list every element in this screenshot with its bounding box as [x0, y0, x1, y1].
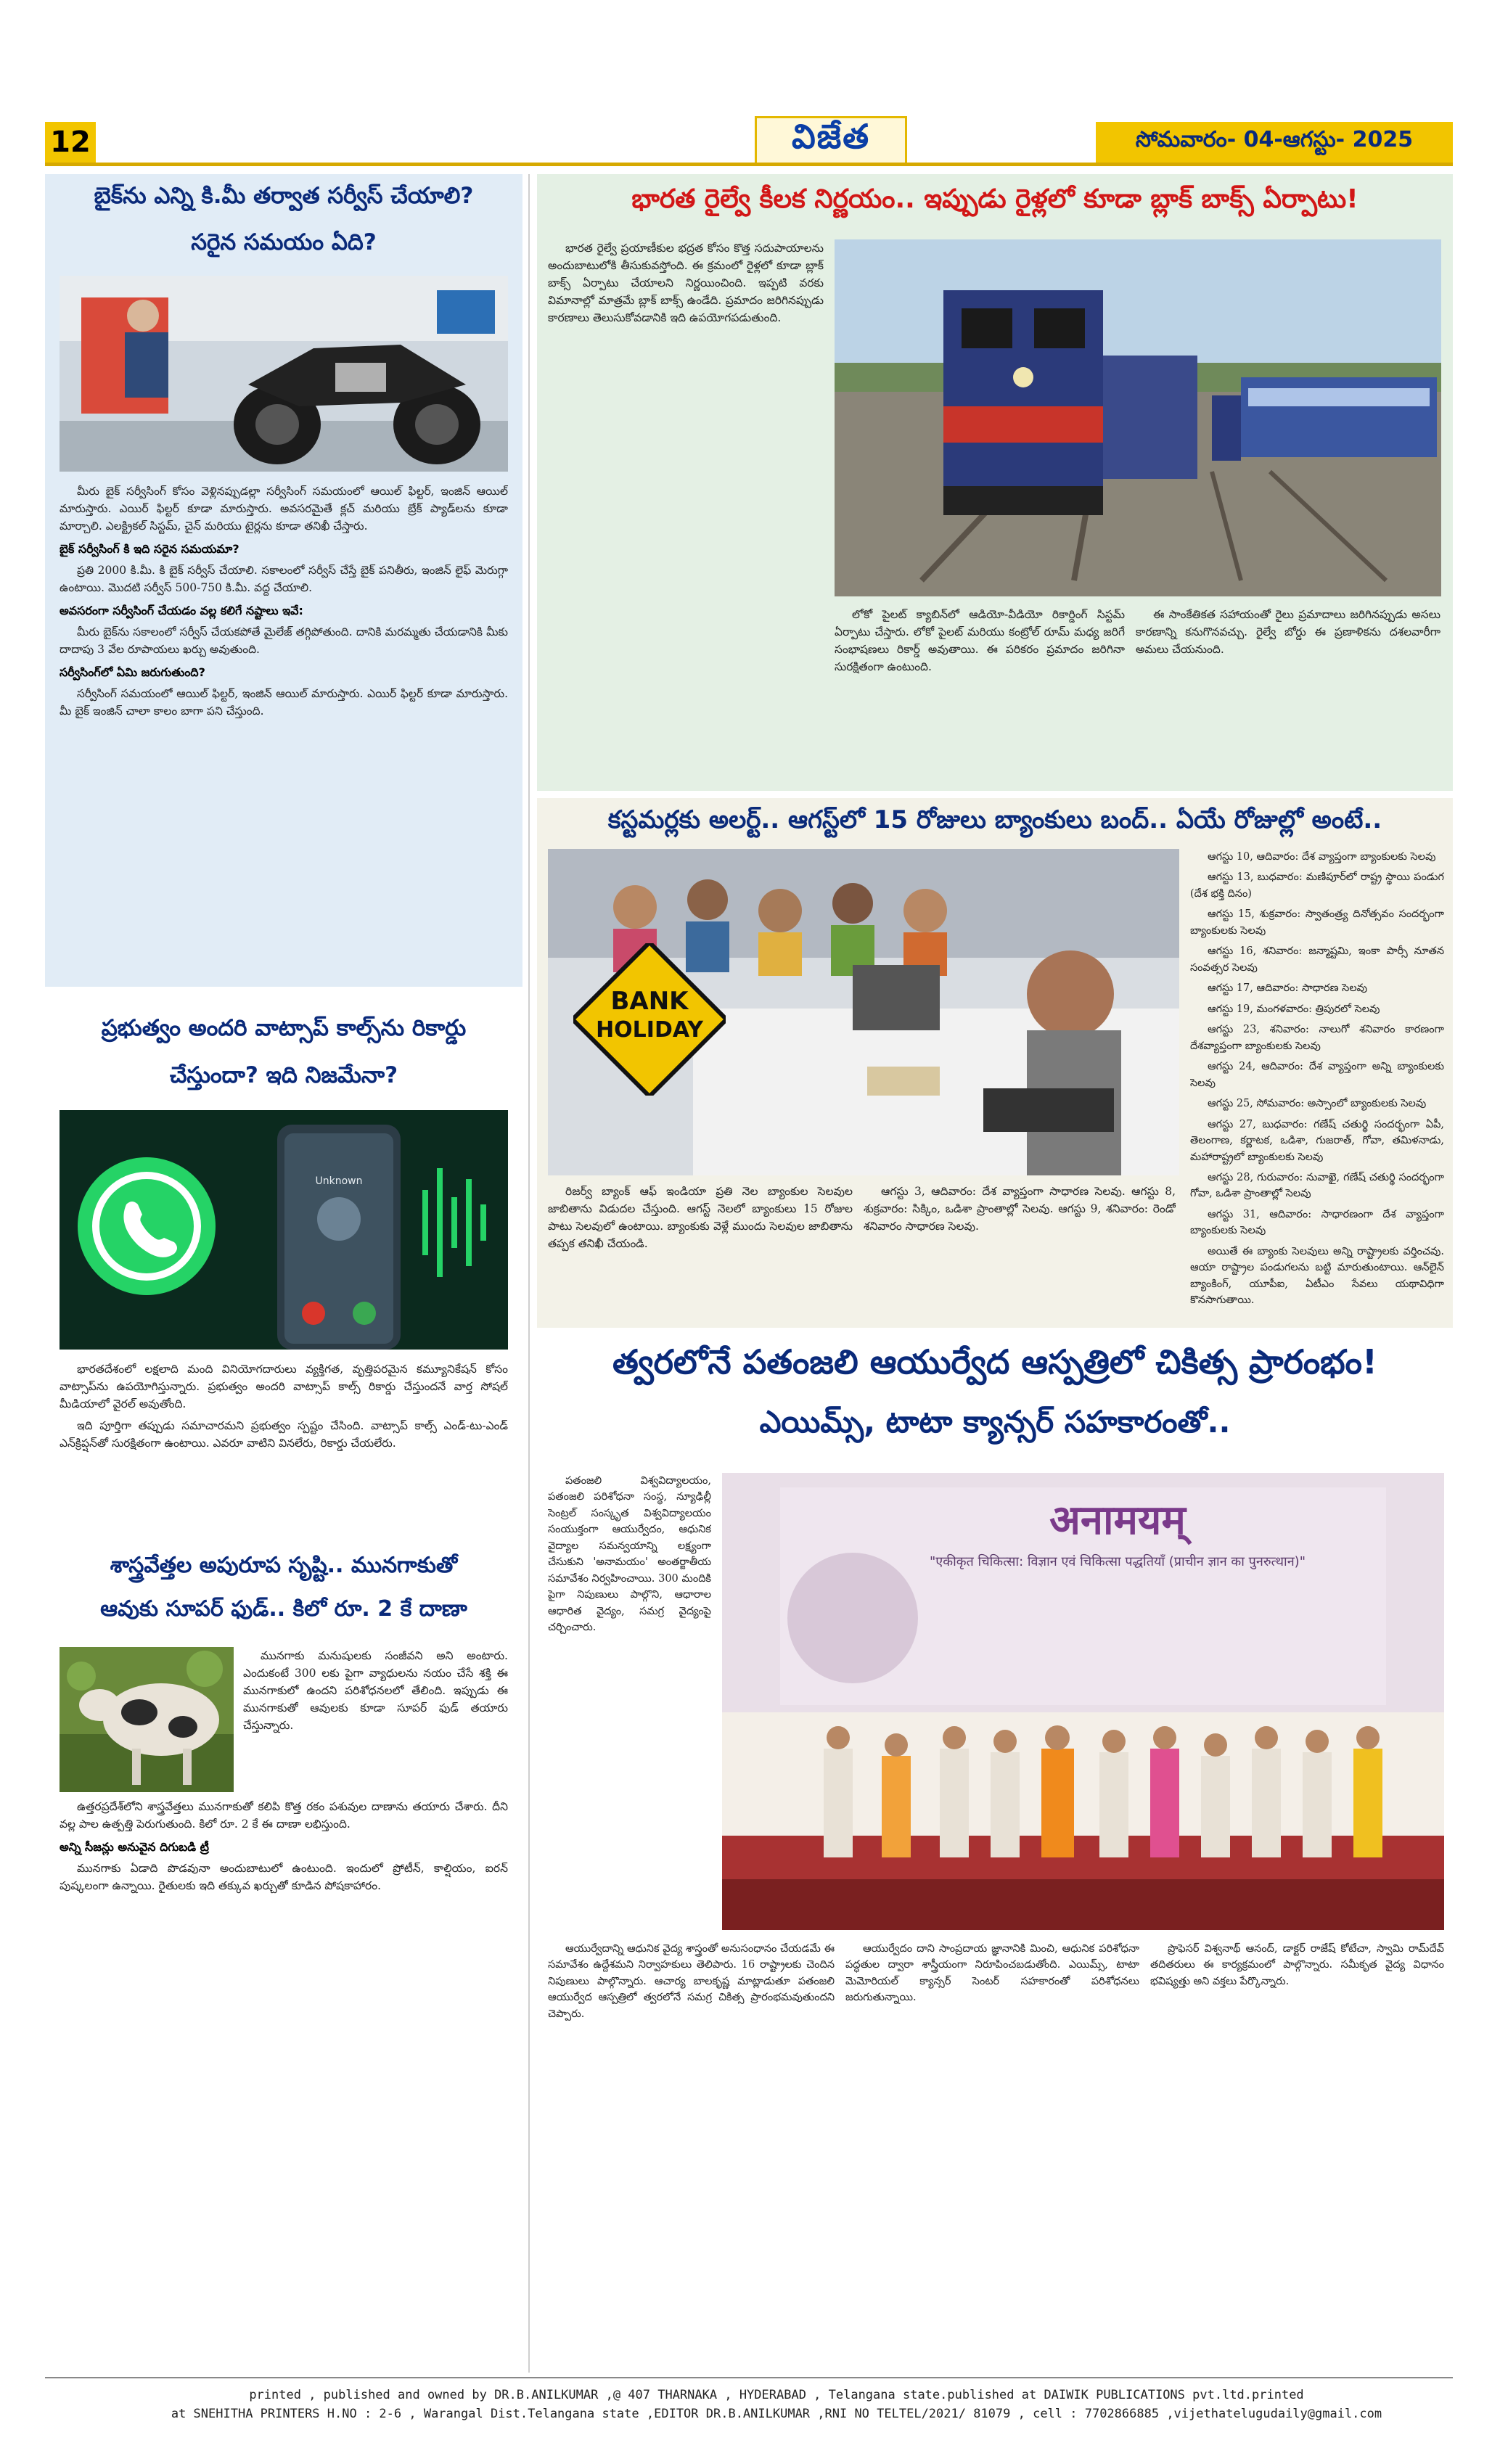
- moringa-subhead: అన్ని సీజన్లు అనువైన దిగుబడి ట్రీ: [60, 1840, 209, 1855]
- whatsapp-headline-2: చేస్తుందా? ఇది నిజమేనా?: [169, 1062, 398, 1088]
- moringa-para-3: మునగాకు ఏడాది పొడవునా అందుబాటులో ఉంటుంది. ఇందులో ప్రోటీన్, కాల్షియం, ఐరన్ పుష్కలంగా ఉన్నాయి. రైతులకు ఇది తక్కువ ఖర్చుతో కూడిన పోషకాహారం.: [60, 1862, 508, 1893]
- imprint-footer: [109, 2386, 1444, 2436]
- bank-list-item: ఆగస్టు 28, గురువారం: నువాఖై, గణేష్ చతుర్థి సందర్భంగా గోవా, ఒడిశా ప్రాంతాల్లో సెలవు: [1190, 1171, 1444, 1200]
- banner-subtitle: "एकीकृत चिकित्सा: विज्ञान एवं चिकित्सा पद्धतियाँ (प्राचीन ज्ञान का पुनरुत्थान)": [930, 1554, 1306, 1569]
- bike-para-4: సర్వీసింగ్ సమయంలో ఆయిల్ ఫిల్టర్, ఇంజిన్ ఆయిల్ మారుస్తారు. ఎయిర్ ఫిల్టర్ కూడా మారుస్తారు. మీ బైక్ ఇంజిన్ చాలా కాలం బాగా పని చేస్తుంది.: [60, 687, 508, 718]
- bank-list-item: ఆగస్టు 17, ఆదివారం: సాధారణ సెలవు: [1208, 982, 1368, 995]
- bank-para-1: రిజర్వ్ బ్యాంక్ ఆఫ్ ఇండియా ప్రతి నెల బ్యాంకుల సెలవుల జాబితాను విడుదల చేస్తుంది. ఆగస్ట్ నెలలో బ్యాంకులు 15 రోజుల పాటు సెలవులో ఉంటాయి. బ్యాంకుకు వెళ్లే ముందు సెలవుల జాబితాను తప్పక తనిఖీ చేయండి.: [548, 1185, 853, 1251]
- bank-para-3: అయితే ఈ బ్యాంకు సెలవులు అన్ని రాష్ట్రాలకు వర్తించవు. ఆయా రాష్ట్రాల పండుగలను బట్టి మారుతుంటాయి. ఆన్‌లైన్ బ్యాంకింగ్, యూపీఐ, ఏటీఎం సేవలు యథావిధిగా కొనసాగుతాయి.: [1190, 1245, 1444, 1307]
- railway-body-right: [1136, 606, 1440, 784]
- railway-body-mid: [835, 606, 1125, 784]
- bank-headline: కస్టమర్లకు అలర్ట్.. ఆగస్ట్‌లో 15 రోజులు బ్యాంకులు బంద్.. ఏయే రోజుల్లో అంటే..: [607, 805, 1382, 834]
- patanjali-body-2: [845, 1941, 1139, 2369]
- logo-text: విజేత: [791, 117, 871, 156]
- moringa-body: [60, 1798, 508, 2371]
- bike-subhead-2: అవసరంగా సర్వీసింగ్ చేయడం వల్ల కలిగే నష్టాలు ఇవే:: [60, 604, 303, 618]
- bike-service-photo: [60, 276, 508, 472]
- moringa-headline-2: ఆవుకు సూపర్ ఫుడ్.. కిలో రూ. 2 కే దాణా: [100, 1596, 467, 1622]
- moringa-headline-1: శాస్త్రవేత్తల అపురూప సృష్టి.. మునగాకుతో: [110, 1553, 458, 1578]
- bank-list-item: ఆగస్టు 23, శనివారం: నాలుగో శనివారం కారణంగా దేశవ్యాప్తంగా బ్యాంకులకు సెలవు: [1190, 1024, 1444, 1052]
- bank-list-item: ఆగస్టు 10, ఆదివారం: దేశ వ్యాప్తంగా బ్యాంకులకు సెలవు: [1208, 851, 1436, 863]
- moringa-para-2: ఉత్తరప్రదేశ్‌లోని శాస్త్రవేత్తలు మునగాకుతో కలిపి కొత్త రకం పశువుల దాణాను తయారు చేశారు. దీని వల్ల పాల ఉత్పత్తి పెరుగుతుంది. కిలో రూ. 2 కే ఈ దాణా లభిస్తుంది.: [60, 1800, 508, 1831]
- patanjali-headline-2: ఎయిమ్స్, టాటా క్యాన్సర్ సహకారంతో..: [759, 1404, 1231, 1440]
- bank-body-left: [548, 1183, 853, 1321]
- phone-caller-label: Unknown: [315, 1175, 363, 1187]
- bank-list-item: ఆగస్టు 27, బుధవారం: గణేష్ చతుర్థి సందర్భంగా ఏపీ, తెలంగాణ, కర్ణాటక, ఒడిశా, గుజరాత్, గోవా, తమిళనాడు, మహారాష్ట్రలో బ్యాంకులకు సెలవు: [1190, 1118, 1444, 1163]
- whatsapp-phone-photo: [60, 1110, 508, 1350]
- railway-para-1: భారత రైల్వే ప్రయాణీకుల భద్రత కోసం కొత్త సదుపాయాలను అందుబాటులోకి తీసుకువస్తోంది. ఈ క్రమంలో రైళ్లలో కూడా బ్లాక్ బాక్స్ ఏర్పాటు చేయాలని నిర్ణయించింది. ఇప్పటి వరకు విమానాల్లో మాత్రమే బ్లాక్ బాక్స్ ఉండేది. ప్రమాదం జరిగినప్పుడు కారణాలు తెలుసుకోవడానికి ఇది ఉపయోగపడుతుంది.: [548, 242, 824, 325]
- bank-holiday-list: [1190, 849, 1444, 1321]
- patanjali-para-1: ఆయుర్వేదాన్ని ఆధునిక వైద్య శాస్త్రంతో అనుసంధానం చేయడమే ఈ సమావేశం ఉద్దేశమని నిర్వాహకులు తెలిపారు. 16 రాష్ట్రాలకు చెందిన నిపుణులు పాల్గొన్నారు. ఆచార్య బాలకృష్ణ మాట్లాడుతూ పతంజలి ఆయుర్వేద ఆస్పత్రిలో త్వరలోనే సమగ్ర చికిత్స ప్రారంభమవుతుందని చెప్పారు.: [548, 1943, 835, 2020]
- patanjali-para-left: పతంజలి విశ్వవిద్యాలయం, పతంజలి పరిశోధనా సంస్థ, న్యూఢిల్లీ సెంట్రల్ సంస్కృత విశ్వవిద్యాలయం సంయుక్తంగా ఆయుర్వేదం, ఆధునిక వైద్యాల సమన్వయాన్ని లక్ష్యంగా చేసుకుని 'అనామయం' అంతర్జాతీయ సమావేశం నిర్వహించాయి. 300 మందికి పైగా నిపుణులు పాల్గొని, ఆధారాల ఆధారిత వైద్యం, సమగ్ర వైద్యంపై చర్చించారు.: [548, 1475, 711, 1634]
- issue-date: సోమవారం- 04-ఆగస్టు- 2025: [1096, 122, 1453, 163]
- bank-list-item: ఆగస్టు 15, శుక్రవారం: స్వాతంత్ర్య దినోత్సవం సందర్భంగా బ్యాంకులకు సెలవు: [1190, 908, 1444, 937]
- whatsapp-body: [60, 1360, 508, 1542]
- patanjali-body-1: [548, 1941, 835, 2369]
- railway-headline: భారత రైల్వే కీలక నిర్ణయం.. ఇప్పుడు రైళ్లలో కూడా బ్లాక్ బాక్స్ ఏర్పాటు!: [631, 184, 1358, 214]
- whatsapp-para-2: ఇది పూర్తిగా తప్పుడు సమాచారమని ప్రభుత్వం స్పష్టం చేసింది. వాట్సాప్ కాల్స్ ఎండ్-టు-ఎండ్ ఎన్‌క్రిప్షన్‌తో సురక్షితంగా ఉంటాయి. ఎవరూ వాటిని వినలేరు, రికార్డు చేయలేరు.: [60, 1419, 508, 1450]
- bike-body: [60, 482, 508, 983]
- moringa-para-1: మునగాకు మనుషులకు సంజీవని అని అంటారు. ఎందుకంటే 300 లకు పైగా వ్యాధులను నయం చేసే శక్తి ఈ మునగాకులో ఉందని పరిశోధనలలో తేలింది. ఇప్పుడు ఈ మునగాకుతో ఆవులకు కూడా సూపర్ ఫుడ్ తయారు చేస్తున్నారు.: [243, 1649, 508, 1733]
- bank-list-item: ఆగస్టు 31, ఆదివారం: సాధారణంగా దేశ వ్యాప్తంగా బ్యాంకులకు సెలవు: [1190, 1208, 1444, 1237]
- railway-para-2: లోకో పైలట్ క్యాబిన్‌లో ఆడియో-వీడియో రికార్డింగ్ సిస్టమ్ ఏర్పాటు చేస్తారు. లోకో పైలట్ మరియు కంట్రోల్ రూమ్ మధ్య జరిగే సంభాషణలు రికార్డ్ అవుతాయి. ఈ పరికరం ప్రమాదం జరిగినా సురక్షితంగా ఉంటుంది.: [835, 608, 1125, 674]
- bank-list-item: ఆగస్టు 19, మంగళవారం: త్రిపురలో సెలవు: [1208, 1003, 1380, 1015]
- cow-moringa-photo: [60, 1647, 234, 1792]
- bike-para-1: మీరు బైక్ సర్వీసింగ్ కోసం వెళ్లినప్పుడల్లా సర్వీసింగ్ సమయంలో ఆయిల్ ఫిల్టర్, ఇంజిన్ ఆయిల్ మారుస్తారు. ఎయిర్ ఫిల్టర్ కూడా మారుస్తారు. అవసరమైతే క్లచ్ మరియు బ్రేక్ ప్యాడ్‌లను కూడా మార్చాలి. ఎలక్ట్రికల్ సిస్టమ్, చైన్ మరియు టైర్లను కూడా తనిఖీ చేస్తారు.: [60, 485, 508, 533]
- newspaper-logo: [755, 116, 907, 165]
- train-engine-photo: [835, 239, 1441, 596]
- bank-sign-line-1: BANK: [610, 987, 689, 1016]
- bank-body-mid: [864, 1183, 1176, 1321]
- patanjali-body-left: [548, 1473, 711, 1934]
- bank-list-item: ఆగస్టు 16, శనివారం: జన్మాష్టమి, ఇంకా పార్సీ నూతన సంవత్సర సెలవు: [1190, 945, 1444, 974]
- whatsapp-para-1: భారతదేశంలో లక్షలాది మంది వినియోగదారులు వ్యక్తిగత, వృత్తిపరమైన కమ్యూనికేషన్ కోసం వాట్సాప్‌ను ఉపయోగిస్తున్నారు. ప్రభుత్వం అందరి వాట్సాప్ కాల్స్ రికార్డు చేస్తుందనే వార్త సోషల్ మీడియాలో వైరల్ అవుతోంది.: [60, 1363, 508, 1411]
- bank-sign-line-2: HOLIDAY: [596, 1017, 703, 1043]
- patanjali-headline-1: త్వరలోనే పతంజలి ఆయుర్వేద ఆస్పత్రిలో చికిత్స ప్రారంభం!: [612, 1342, 1377, 1381]
- railway-para-3: ఈ సాంకేతికత సహాయంతో రైలు ప్రమాదాలు జరిగినప్పుడు అసలు కారణాన్ని కనుగొనవచ్చు. రైల్వే బోర్డు ఈ ప్రణాళికను దశలవారీగా అమలు చేయనుంది.: [1136, 608, 1440, 657]
- bike-headline-1: బైక్‌ను ఎన్ని కి.మీ తర్వాత సర్వీస్ చేయాలి?: [94, 183, 474, 209]
- column-divider: [528, 174, 530, 2373]
- bank-para-2: ఆగస్టు 3, ఆదివారం: దేశ వ్యాప్తంగా సాధారణ సెలవు. ఆగస్టు 8, శుక్రవారం: సిక్కిం, ఒడిశా ప్రాంతాల్లో సెలవు. ఆగస్టు 9, శనివారం: రెండో శనివారం సాధారణ సెలవు.: [864, 1185, 1176, 1233]
- footer-rule: [45, 2377, 1453, 2378]
- banner-title: अनामयम्: [1049, 1497, 1186, 1544]
- railway-body-left: [548, 239, 824, 784]
- whatsapp-headline-1: ప్రభుత్వం అందరి వాట్సాప్ కాల్స్‌ను రికార్డు: [101, 1015, 467, 1041]
- page-number: 12: [45, 122, 96, 163]
- bank-list-item: ఆగస్టు 25, సోమవారం: అస్సాంలో బ్యాంకులకు సెలవు: [1208, 1098, 1427, 1110]
- masthead-rule: [45, 163, 1453, 166]
- patanjali-para-2: ఆయుర్వేదం దాని సాంప్రదాయ జ్ఞానానికి మించి, ఆధునిక పరిశోధనా పద్ధతుల ద్వారా శాస్త్రీయంగా నిరూపించబడుతోంది. ఎయిమ్స్, టాటా మెమోరియల్ క్యాన్సర్ సెంటర్ సహకారంతో పరిశోధనలు జరుగుతున్నాయి.: [845, 1943, 1139, 2004]
- bike-headline-2: సరైన సమయం ఏది?: [191, 229, 377, 255]
- moringa-body-right: [243, 1647, 508, 1792]
- patanjali-para-3: ప్రొఫెసర్ విశ్వనాథ్ ఆనంద్, డాక్టర్ రాజేష్ కోటేచా, స్వామి రామ్‌దేవ్ తదితరులు ఈ కార్యక్రమంలో పాల్గొన్నారు. సమీకృత వైద్య విధానం భవిష్యత్తు అని వక్తలు పేర్కొన్నారు.: [1150, 1943, 1444, 1987]
- patanjali-body-3: [1150, 1941, 1444, 2369]
- imprint-line-2: at SNEHITHA PRINTERS H.NO : 2-6 , Warangal Dist.Telangana state ,EDITOR DR.B.ANILKUMAR ,RNI NO TELTEL/2021/ 81079 , cell : 7702866885 ,vijethatelugudaily@gmail.com: [171, 2407, 1382, 2422]
- bike-para-3: మీరు బైక్‌ను సకాలంలో సర్వీస్ చేయకపోతే మైలేజ్ తగ్గిపోతుంది. దానికి మరమ్మతు చేయడానికి మీకు దాదాపు 3 వేల రూపాయలు ఖర్చు అవుతుంది.: [60, 625, 508, 657]
- bike-subhead-3: సర్వీసింగ్‌లో ఏమి జరుగుతుంది?: [60, 665, 205, 680]
- bike-subhead-1: బైక్ సర్వీసింగ్ కి ఇది సరైన సమయమా?: [60, 542, 239, 557]
- bank-list-item: ఆగస్టు 13, బుధవారం: మణిపూర్‌లో రాష్ట్ర స్థాయి పండుగ (దేశ భక్తి దినం): [1190, 871, 1444, 900]
- imprint-line-1: printed , published and owned by DR.B.ANILKUMAR ,@ 407 THARNAKA , HYDERABAD , Telangana state.published at DAIWIK PUBLICATIONS pvt.ltd.printed: [249, 2388, 1304, 2402]
- bike-para-2: ప్రతి 2000 కి.మీ. కి బైక్ సర్వీస్ చేయాలి. సకాలంలో సర్వీస్ చేస్తే బైక్ పనితీరు, ఇంజిన్ లైఫ్ మెరుగ్గా ఉంటాయి. మొదటి సర్వీస్ 500-750 కి.మీ. వద్ద చేయాలి.: [60, 564, 508, 595]
- bank-list-item: ఆగస్టు 24, ఆదివారం: దేశ వ్యాప్తంగా అన్ని బ్యాంకులకు సెలవు: [1190, 1061, 1444, 1089]
